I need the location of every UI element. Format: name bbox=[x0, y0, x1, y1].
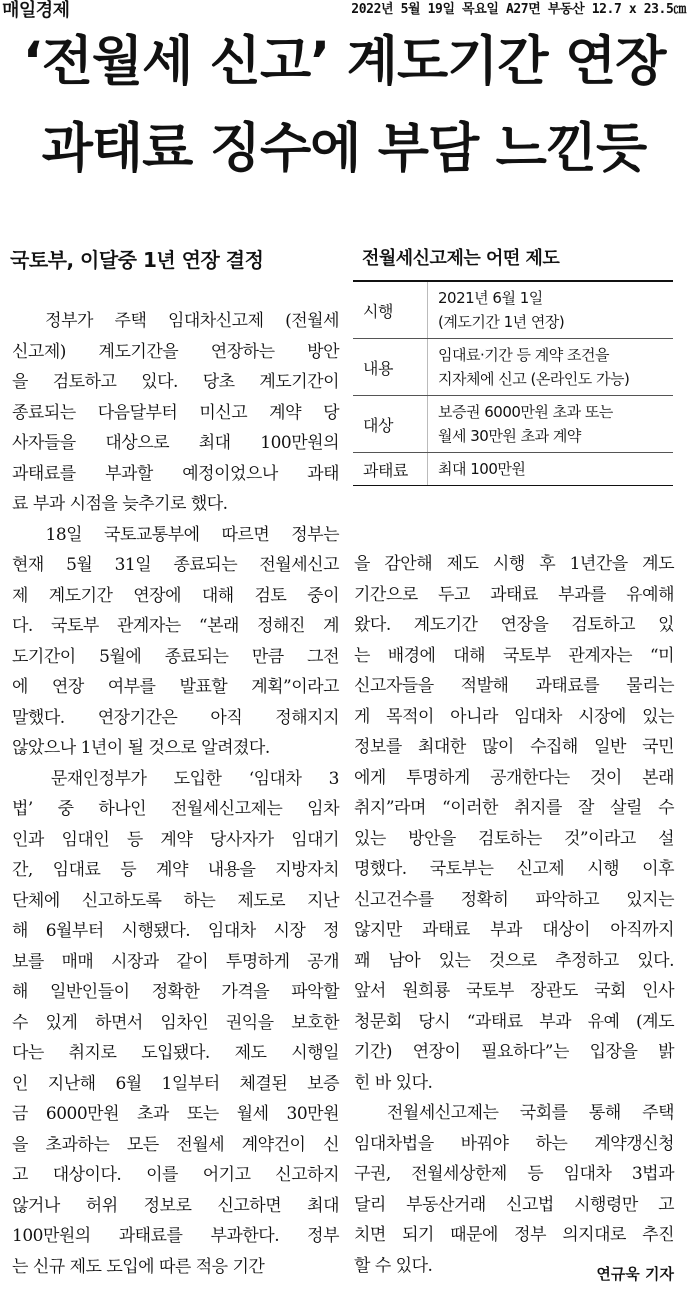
article-line: 힌 바 있다. bbox=[354, 1072, 433, 1093]
article-line: 다. 국토부 관계자는 “본래 정해진 계 bbox=[12, 616, 339, 636]
article-line: 앞서 원희룡 국토부 장관도 국회 인사 bbox=[354, 981, 674, 1001]
article-line: 신고자들을 적발해 과태료를 물리는 bbox=[354, 676, 674, 696]
article-line: 금 6000만원 초과 또는 월세 30만원 bbox=[12, 1104, 339, 1124]
article-line: 100만원의 과태료를 부과한다. 정부 bbox=[12, 1226, 339, 1246]
article-line: 신고제) 계도기간을 연장하는 방안 bbox=[12, 341, 339, 362]
article-line: 치면 되기 때문에 정부 의지대로 추진 bbox=[354, 1225, 674, 1245]
article-line: 현재 5월 31일 종료되는 전월세신고 bbox=[12, 555, 339, 575]
article-line: 임대차법을 바꿔야 하는 계약갱신청 bbox=[354, 1133, 674, 1154]
info-box-value bbox=[428, 396, 673, 452]
info-box-value-line: 월세 30만원 초과 계약 bbox=[438, 427, 581, 445]
info-box-value-line: 최대 100만원 bbox=[438, 460, 526, 478]
subheadline: 국토부, 이달중 1년 연장 결정 bbox=[10, 248, 264, 272]
publication-dateline: 2022년 5월 19일 목요일 A27면 부동산 12.7 x 23.5㎝ bbox=[351, 2, 686, 17]
article-line: 도기간이 5월에 종료되는 만큼 그전 bbox=[12, 646, 339, 667]
article-line: 인과 임대인 등 계약 당사자가 임대기 bbox=[12, 829, 339, 850]
article-line: 수 있게 하면서 임차인 권익을 보호한 bbox=[12, 1012, 339, 1033]
article-line: 해 6월부터 시행됐다. 임대차 시장 정 bbox=[12, 921, 339, 941]
article-line: 전월세신고제는 국회를 통해 주택 bbox=[354, 1103, 674, 1123]
article-line: 취지”라며 “이러한 취지를 잘 살릴 수 bbox=[354, 798, 674, 818]
info-box-value bbox=[428, 282, 673, 338]
article-line: 명했다. 국토부는 신고제 시행 이후 bbox=[354, 859, 674, 879]
info-box-row bbox=[353, 453, 673, 485]
article-line: 을 감안해 제도 시행 후 1년간을 계도 bbox=[354, 554, 674, 574]
article-line: 종료되는 다음달부터 미신고 계약 당 bbox=[12, 402, 339, 423]
article-line: 료 부과 시점을 늦추기로 했다. bbox=[12, 494, 228, 514]
article-line: 는 배경에 대해 국토부 관계자는 “미 bbox=[354, 645, 674, 666]
article-line: 단체에 신고하도록 하는 제도로 지난 bbox=[12, 890, 339, 911]
article-line: 기간으로 두고 과태료 부과를 유예해 bbox=[354, 584, 674, 605]
info-box-row bbox=[353, 339, 673, 396]
article-column-left bbox=[12, 306, 339, 1282]
article-line: 에 연장 여부를 발표할 계획”이라고 bbox=[12, 677, 339, 697]
info-box-key: 대상 bbox=[353, 396, 428, 452]
article-line: 에게 투명하게 공개한다는 것이 본래 bbox=[354, 767, 674, 788]
byline: 연규욱 기자 bbox=[596, 1265, 674, 1283]
article-line: 않았으나 1년이 될 것으로 알려졌다. bbox=[12, 738, 270, 758]
info-box bbox=[353, 280, 673, 486]
article-line: 을 검토하고 있다. 당초 계도기간이 bbox=[12, 372, 339, 392]
article-column-right bbox=[354, 549, 674, 1281]
headline-line-1: ‘전월세 신고’ 계도기간 연장 bbox=[22, 31, 666, 92]
article-line: 않거나 허위 정보로 신고하면 최대 bbox=[12, 1195, 339, 1216]
article-line: 달리 부동산거래 신고법 시행령만 고 bbox=[354, 1194, 674, 1215]
article-line: 다는 취지로 도입됐다. 제도 시행일 bbox=[12, 1043, 339, 1063]
article-line: 해 일반인들이 정확한 가격을 파악할 bbox=[12, 982, 339, 1002]
article-line: 문재인정부가 도입한 ‘임대차 3 bbox=[12, 768, 339, 789]
info-box-row bbox=[353, 396, 673, 453]
info-box-value-line: (계도기간 1년 연장) bbox=[438, 313, 565, 331]
article-line: 간, 임대료 등 계약 내용을 지방자치 bbox=[12, 860, 339, 880]
article-line: 않지만 과태료 부과 대상이 아직까지 bbox=[354, 920, 674, 940]
info-box-value-line: 임대료·기간 등 계약 조건을 bbox=[438, 346, 609, 364]
article-line: 정부가 주택 임대차신고제 (전월세 bbox=[12, 311, 339, 331]
article-line: 사자들을 대상으로 최대 100만원의 bbox=[12, 433, 339, 453]
article-line: 을 초과하는 모든 전월세 계약건이 신 bbox=[12, 1134, 339, 1155]
info-box-value-line: 지자체에 신고 (온라인도 가능) bbox=[438, 370, 630, 388]
article-line: 법’ 중 하나인 전월세신고제는 임차 bbox=[12, 799, 339, 819]
info-box-key: 과태료 bbox=[353, 453, 428, 485]
article-line: 보를 매매 시장과 같이 투명하게 공개 bbox=[12, 951, 339, 972]
newspaper-name: 매일경제 bbox=[2, 0, 70, 21]
article-line: 말했다. 연장기간은 아직 정해지지 bbox=[12, 707, 339, 728]
article-line: 있는 방안을 검토하는 것”이라고 설 bbox=[354, 828, 674, 849]
article-line: 왔다. 계도기간 연장을 검토하고 있 bbox=[354, 615, 674, 635]
article-line: 정보를 최대한 많이 수집해 일반 국민 bbox=[354, 737, 674, 757]
article-line: 할 수 있다. bbox=[354, 1255, 433, 1276]
info-box-key: 시행 bbox=[353, 282, 428, 338]
article-line: 인 지난해 6월 1일부터 체결된 보증 bbox=[12, 1073, 339, 1094]
info-box-value-line: 2021년 6월 1일 bbox=[438, 289, 543, 307]
info-box-value bbox=[428, 339, 673, 395]
headline-line-2: 과태료 징수에 부담 느낀듯 bbox=[41, 118, 647, 179]
masthead bbox=[0, 0, 688, 22]
article-line: 구권, 전월세상한제 등 임대차 3법과 bbox=[354, 1164, 674, 1184]
article-line: 기간) 연장이 필요하다”는 입장을 밝 bbox=[354, 1042, 674, 1062]
info-box-row bbox=[353, 282, 673, 339]
article-line: 게 목적이 아니라 임대차 시장에 있는 bbox=[354, 706, 674, 727]
info-box-value bbox=[428, 453, 673, 485]
article-line: 18일 국토교통부에 따르면 정부는 bbox=[12, 524, 339, 545]
article-line: 꽤 남아 있는 것으로 추정하고 있다. bbox=[354, 950, 674, 971]
article-line: 과태료를 부과할 예정이었으나 과태 bbox=[12, 463, 339, 484]
info-box-key: 내용 bbox=[353, 339, 428, 395]
article-line: 는 신규 제도 도입에 따른 적응 기간 bbox=[12, 1256, 265, 1277]
article-line: 고 대상이다. 이를 어기고 신고하지 bbox=[12, 1165, 339, 1185]
info-box-value-line: 보증권 6000만원 초과 또는 bbox=[438, 403, 613, 421]
article-line: 제 계도기간 연장에 대해 검토 중이 bbox=[12, 585, 339, 606]
info-box-title: 전월세신고제는 어떤 제도 bbox=[362, 248, 560, 269]
article-line: 신고건수를 정확히 파악하고 있지는 bbox=[354, 889, 674, 910]
article-line: 청문회 당시 “과태료 부과 유예 (계도 bbox=[354, 1011, 674, 1032]
